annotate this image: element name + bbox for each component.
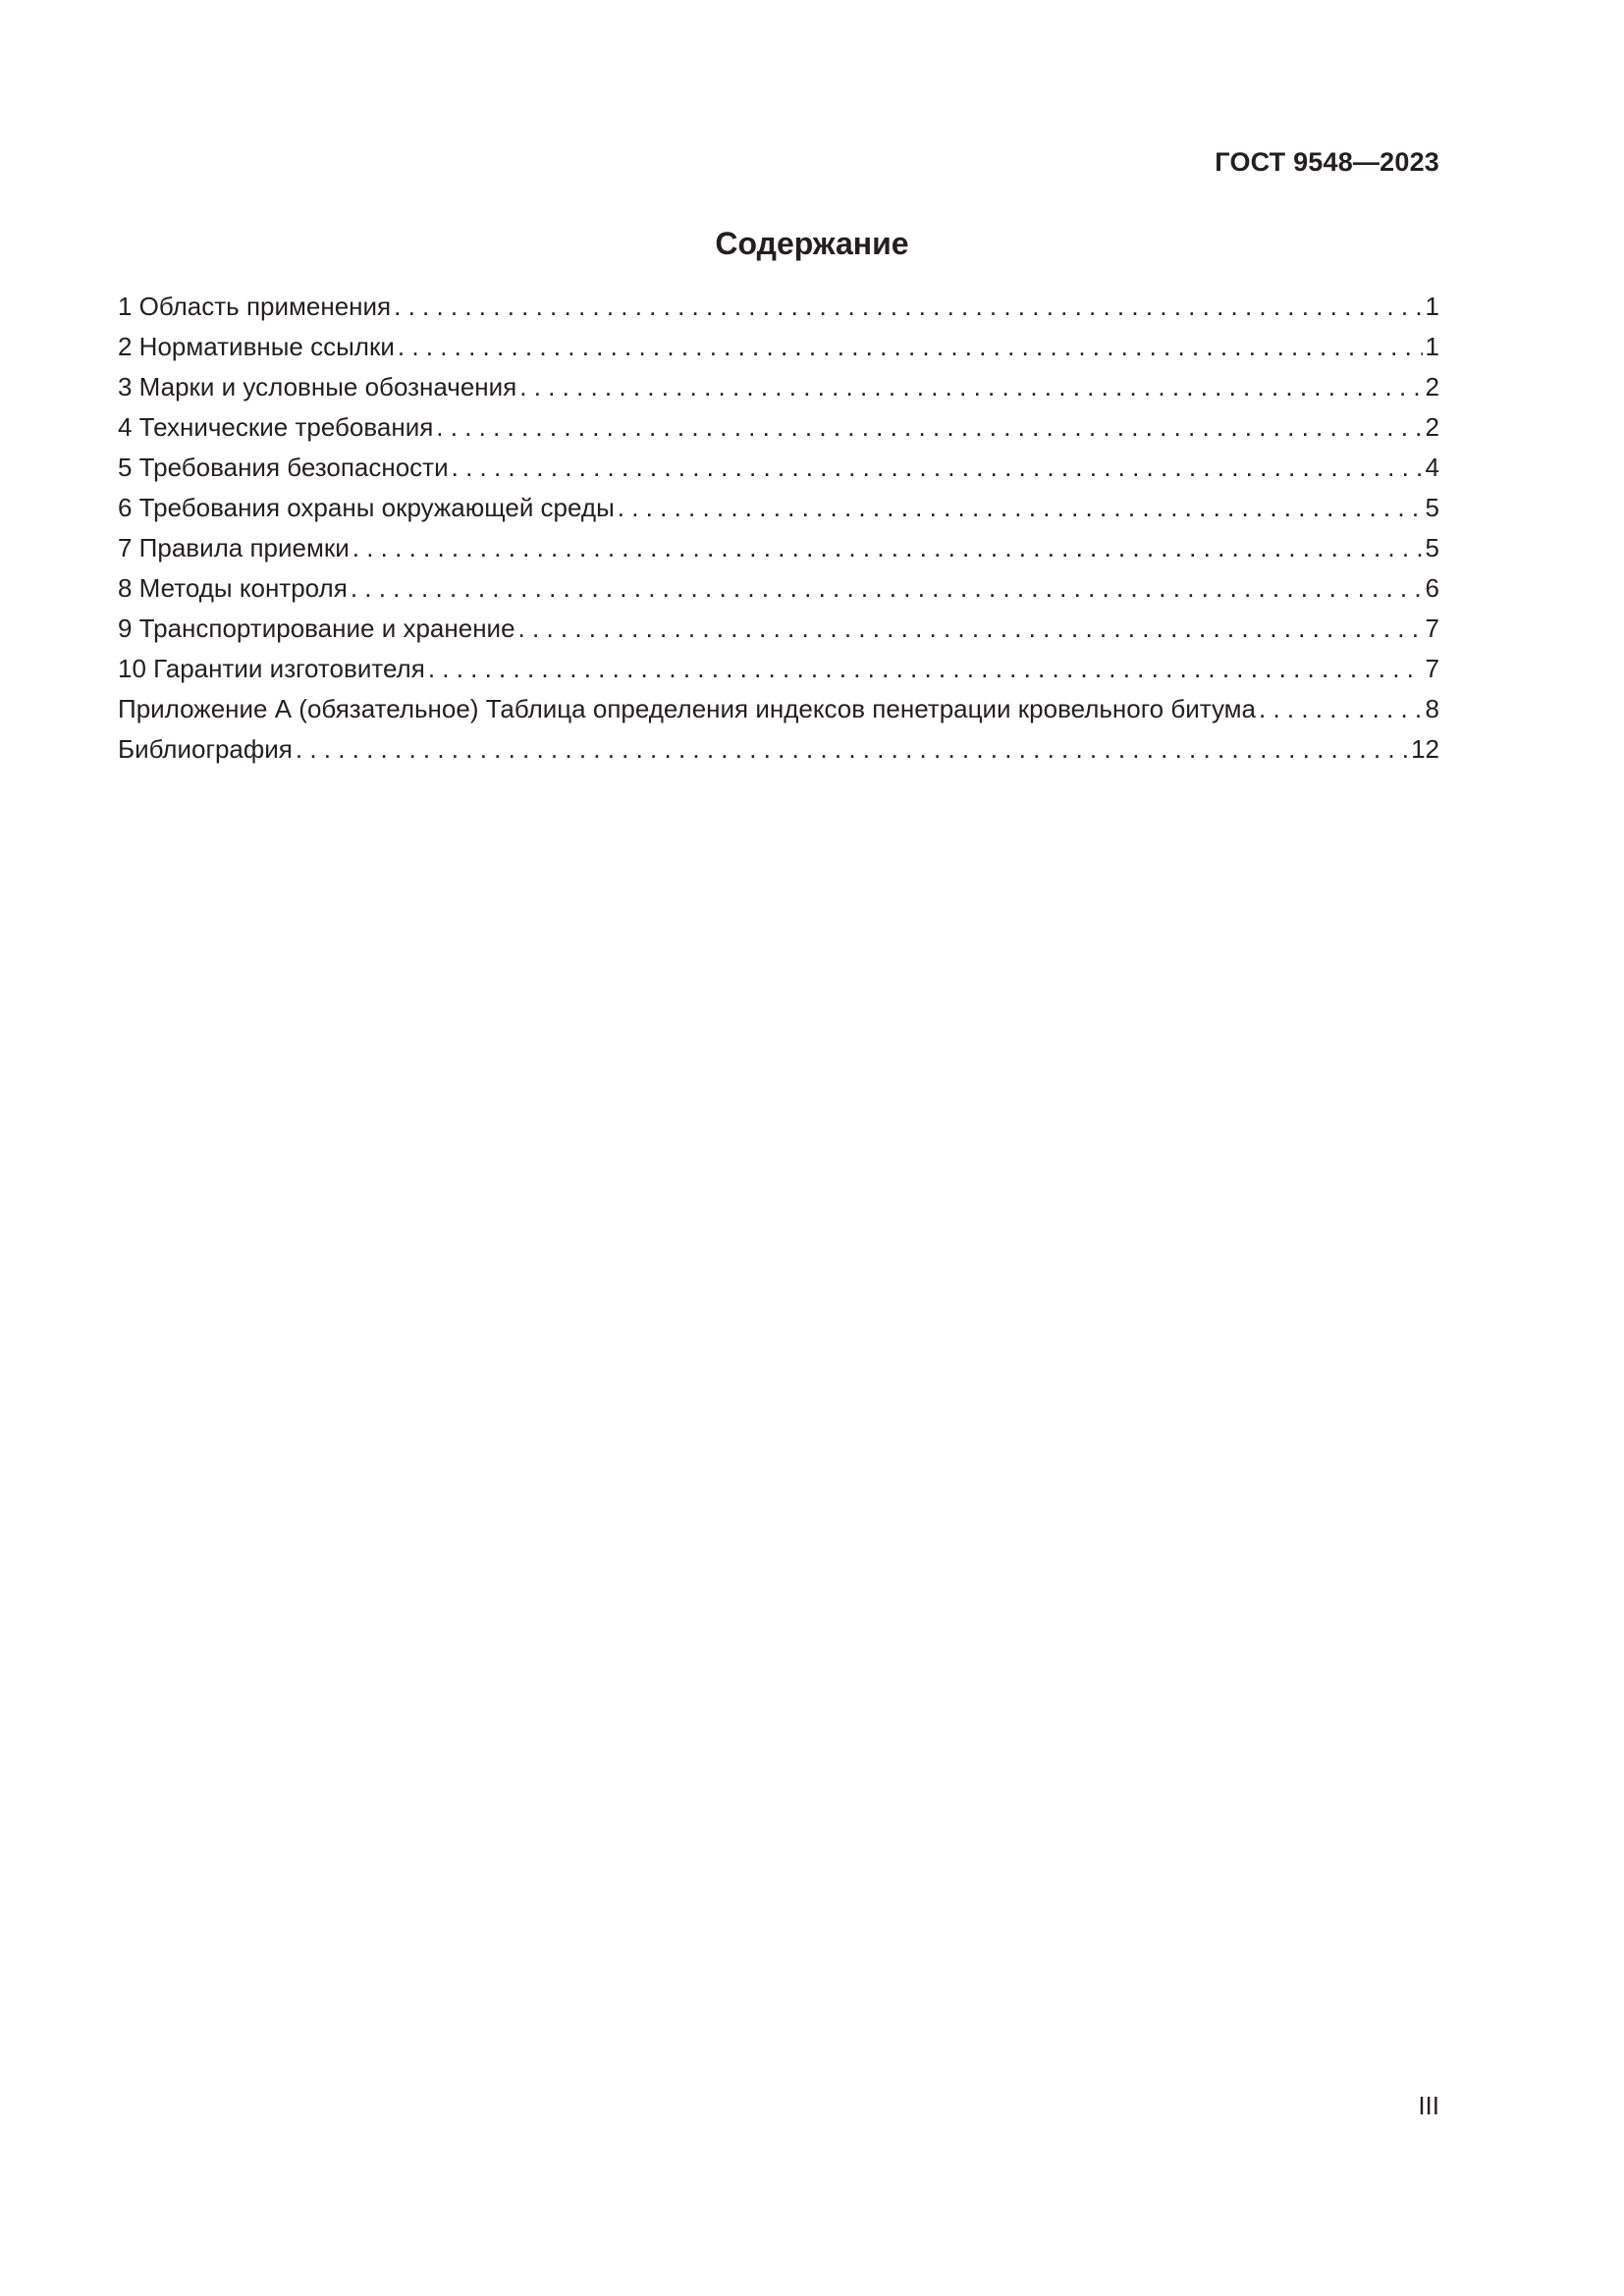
toc-entry-page: 7 [1425, 614, 1439, 643]
toc-dot-leader [398, 327, 1423, 367]
document-code: ГОСТ 9548—2023 [1215, 147, 1439, 177]
toc-dot-leader [428, 649, 1423, 689]
toc-entry-page: 8 [1425, 694, 1439, 723]
toc-entry[interactable] [118, 287, 1439, 327]
toc-entry-page: 4 [1425, 453, 1439, 482]
toc-entry[interactable] [118, 568, 1439, 609]
toc-entry-page: 1 [1425, 332, 1439, 361]
toc-dot-leader [519, 367, 1422, 407]
toc-entry[interactable] [118, 448, 1439, 488]
toc-entry[interactable] [118, 729, 1439, 770]
toc-dot-leader [518, 609, 1423, 649]
toc-entry-page: 7 [1425, 654, 1439, 683]
toc-entry[interactable] [118, 528, 1439, 568]
toc-entry-label: 1 Область применения [118, 292, 392, 321]
toc-dot-leader [394, 287, 1422, 327]
toc-dot-leader [352, 528, 1423, 568]
toc-dot-leader [452, 448, 1423, 488]
toc-entry-label: 9 Транспортирование и хранение [118, 614, 515, 643]
table-of-contents [118, 287, 1439, 770]
toc-dot-leader [1259, 689, 1423, 729]
toc-dot-leader [618, 488, 1423, 528]
toc-entry-label: 8 Методы контроля [118, 573, 348, 603]
toc-entry-label: 4 Технические требования [118, 412, 434, 442]
toc-entry[interactable] [118, 609, 1439, 649]
toc-entry-page: 2 [1425, 412, 1439, 442]
toc-entry-page: 12 [1411, 734, 1439, 764]
toc-entry-page: 2 [1425, 372, 1439, 401]
toc-dot-leader [351, 568, 1423, 609]
page-number: III [1418, 2091, 1439, 2120]
toc-dot-leader [296, 729, 1408, 770]
toc-title: Содержание [715, 226, 909, 261]
toc-entry-label: 2 Нормативные ссылки [118, 332, 395, 361]
toc-entry-page: 6 [1425, 573, 1439, 603]
toc-entry[interactable] [118, 689, 1439, 729]
toc-entry-label: 3 Марки и условные обозначения [118, 372, 517, 401]
toc-entry[interactable] [118, 327, 1439, 367]
toc-entry-page: 1 [1425, 292, 1439, 321]
toc-entry-label: 6 Требования охраны окружающей среды [118, 493, 615, 522]
toc-entry[interactable] [118, 407, 1439, 448]
toc-entry-page: 5 [1425, 533, 1439, 562]
toc-entry[interactable] [118, 367, 1439, 407]
toc-entry-label: 7 Правила приемки [118, 533, 350, 562]
toc-entry-label: Приложение А (обязательное) Таблица определения индексов пенетрации кровельного битума [118, 694, 1256, 723]
toc-entry-page: 5 [1425, 493, 1439, 522]
toc-entry-label: Библиография [118, 734, 293, 764]
toc-entry[interactable] [118, 649, 1439, 689]
toc-entry-label: 5 Требования безопасности [118, 453, 449, 482]
toc-dot-leader [436, 407, 1422, 448]
toc-entry-label: 10 Гарантии изготовителя [118, 654, 425, 683]
toc-entry[interactable] [118, 488, 1439, 528]
